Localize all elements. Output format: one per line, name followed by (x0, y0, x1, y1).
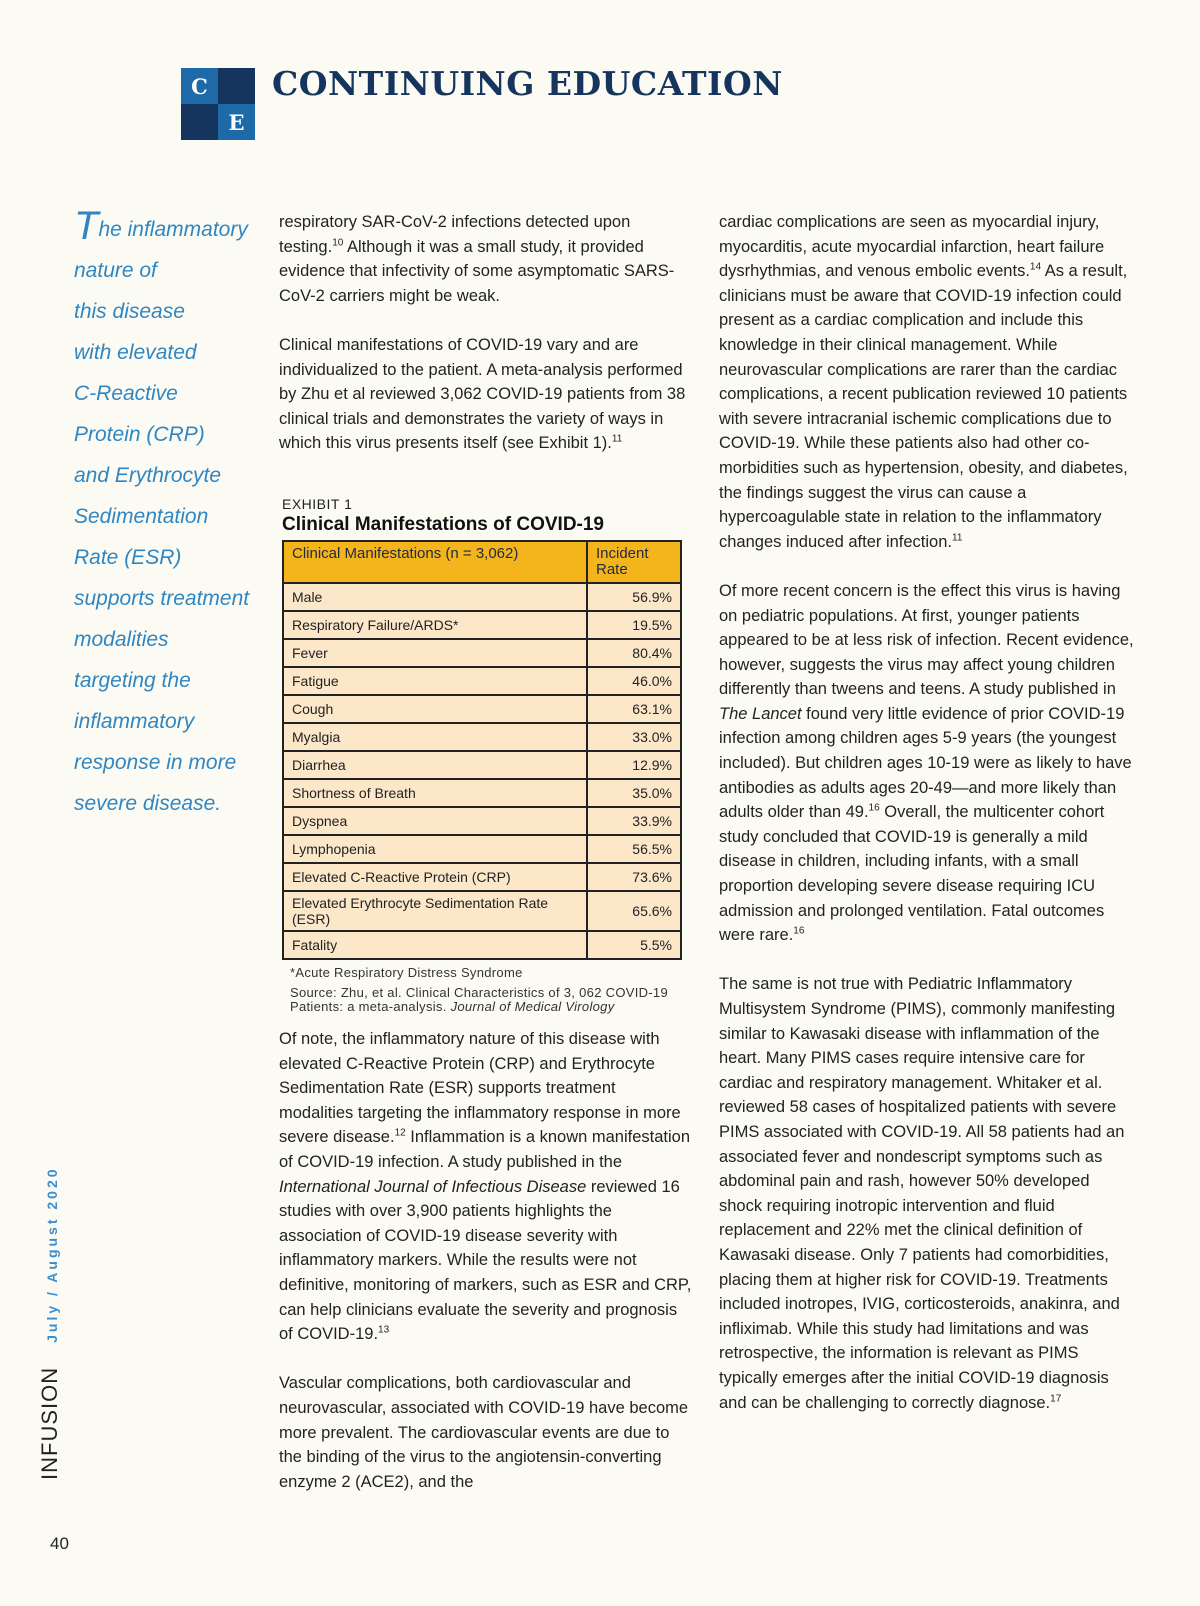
pull-quote-line: Rate (ESR) (74, 546, 182, 569)
table-row: Respiratory Failure/ARDS* 19.5% (283, 611, 681, 639)
pull-quote-line: Protein (CRP) (74, 423, 205, 446)
article-column-right (719, 210, 1134, 1440)
exhibit-footnote: *Acute Respiratory Distress Syndrome Source: Zhu, et al. Clinical Characteristics of 3, 062 COVID-19 Patients: a meta-analysis. Journal of Medical Virology (282, 966, 682, 1014)
pull-quote-initial: T (74, 204, 99, 248)
pull-quote-line: response in more (74, 751, 237, 774)
exhibit-title: Clinical Manifestations of COVID-19 (282, 514, 604, 535)
article-column-middle-lower (279, 1027, 694, 1519)
logo-block (218, 68, 255, 104)
table-row: Myalgia 33.0% (283, 723, 681, 751)
table-row: Elevated Erythrocyte Sedimentation Rate (ESR) 65.6% (283, 891, 681, 931)
pull-quote-line: with elevated (74, 341, 197, 364)
exhibit-kicker: EXHIBIT 1 (282, 496, 353, 512)
paragraph: Of more recent concern is the effect this virus is having on pediatric populations. At first, younger patients appeared to be at less risk of infection. Recent evidence, however, suggests the virus may affect young children differently than tweens and teens. A study published in The Lancet found very little evidence of prior COVID-19 infection among children ages 5-9 years (the youngest included). But children ages 10-19 were as likely to have antibodies as adults ages 20-49—and more likely than adults older than 49.16 Overall, the multicenter cohort study concluded that COVID-19 is generally a mild disease in children, including infants, with a small proportion developing severe disease requiring ICU admission and prolonged ventilation. Fatal outcomes were rare.$^{16}$ (719, 581, 1134, 945)
pull-quote-line: C-Reactive (74, 382, 178, 405)
table-row: Elevated C-Reactive Protein (CRP) 73.6% (283, 863, 681, 891)
table-header-label: Clinical Manifestations (n = 3,062) (283, 541, 587, 583)
table-row: Male 56.9% (283, 583, 681, 611)
pull-quote-line: nature of (74, 259, 157, 282)
table-row: Lymphopenia 56.5% (283, 835, 681, 863)
pull-quote (74, 206, 264, 824)
paragraph: Of note, the inflammatory nature of this disease with elevated C-Reactive Protein (CRP) and Erythrocyte Sedimentation Rate (ESR) supports treatment modalities targeting the inflammatory response in more severe disease.$^{12}$ Inflammation is a known manifestation of COVID-19 infection. A study published in the International Journal of Infectious Disease reviewed 16 studies with over 3,900 patients highlights the association of COVID-19 disease severity with inflammatory markers. While the results were not definitive, monitoring of markers, such as ESR and CRP, can help clinicians evaluate the severity and prognosis of COVID-19.13 (279, 1030, 692, 1344)
pull-quote-line: and Erythrocyte (74, 464, 222, 487)
pull-quote-line: inflammatory (74, 710, 195, 733)
table-header-rate: Incident Rate (587, 541, 681, 583)
logo-block (181, 104, 218, 140)
table-row: Fatality 5.5% (283, 931, 681, 959)
pull-quote-line: severe disease. (74, 792, 222, 815)
section-title: CONTINUING EDUCATION (272, 64, 783, 103)
pull-quote-line: targeting the (74, 669, 191, 692)
table-row: Fever 80.4% (283, 639, 681, 667)
magazine-logo: INFUSION (37, 1366, 62, 1480)
pull-quote-line: he inflammatory (98, 218, 248, 241)
pull-quote-line: supports treatment (74, 587, 250, 610)
paragraph: cardiac complications are seen as myocardial injury, myocarditis, acute myocardial infarction, heart failure dysrhythmias, and venous embolic events.$^{14}$ As a result, clinicians must be aware that COVID-19 infection could present as a cardiac complication and include this knowledge in their clinical management. While neurovascular complications are rarer than the cardiac complications, a recent publication reviewed 10 patients with severe intracranial ischemic complications due to COVID-19. While these patients also had other co-morbidities such as hypertension, obesity, and diabetes, the findings suggest the virus can cause a hypercoagulable state in relation to the inflammatory changes induced after infection.$^{11}$ (719, 213, 1128, 551)
issue-date: July / August 2020 (44, 1166, 60, 1343)
table-row: Dyspnea 33.9% (283, 807, 681, 835)
side-banner (37, 1166, 63, 1480)
exhibit-1 (282, 496, 682, 1014)
table-row: Cough 63.1% (283, 695, 681, 723)
logo-e: E (218, 104, 255, 140)
paragraph: Vascular complications, both cardiovascular and neurovascular, associated with COVID-19 have become more prevalent. The cardiovascular events are due to the binding of the virus to the angiotensin-converting enzyme 2 (ACE2), and the (279, 1374, 689, 1491)
pull-quote-line: this disease (74, 300, 185, 323)
pull-quote-line: Sedimentation (74, 505, 209, 528)
article-column-middle (279, 210, 694, 481)
manifestations-table (282, 540, 682, 960)
paragraph: Clinical manifestations of COVID-19 vary and are individualized to the patient. A meta-analysis performed by Zhu et al reviewed 3,062 COVID-19 patients from 38 clinical trials and demonstrates the variety of ways in which this virus presents itself (see Exhibit 1).$^{11}$ (279, 335, 686, 453)
exhibit-source: Source: Zhu, et al. Clinical Characteristics of 3, 062 COVID-19 Patients: a meta-analysis. Journal of Medical Virology (290, 985, 668, 1014)
table-row: Fatigue 46.0% (283, 667, 681, 695)
ce-logo (181, 68, 255, 140)
paragraph: respiratory SAR-CoV-2 infections detected upon testing.$^{10}$ Although it was a small study, it provided evidence that infectivity of some asymptomatic SARS-CoV-2 carriers might be weak. (279, 213, 675, 305)
pull-quote-line: modalities (74, 628, 169, 651)
logo-c: C (181, 68, 218, 104)
page-number: 40 (50, 1534, 69, 1553)
table-row: Shortness of Breath 35.0% (283, 779, 681, 807)
table-row: Diarrhea 12.9% (283, 751, 681, 779)
paragraph: The same is not true with Pediatric Inflammatory Multisystem Syndrome (PIMS), commonly manifesting similar to Kawasaki disease with inflammation of the heart. Many PIMS cases require intensive care for cardiac and respiratory management. Whitaker et al. reviewed 58 cases of hospitalized patients with severe PIMS associated with COVID-19. All 58 patients had an associated fever and nondescript symptoms such as abdominal pain and rash, however 50% developed shock requiring inotropic intervention and fluid replacement and 22% met the clinical definition of Kawasaki disease. Only 7 patients had comorbidities, placing them at higher risk for COVID-19. Treatments included inotropes, IVIG, corticosteroids, anakinra, and infliximab. While this study had limitations and was retrospective, the information is relevant as PIMS typically emerges after the initial COVID-19 diagnosis and can be challenging to correctly diagnose.$^{17}$ (719, 975, 1125, 1412)
